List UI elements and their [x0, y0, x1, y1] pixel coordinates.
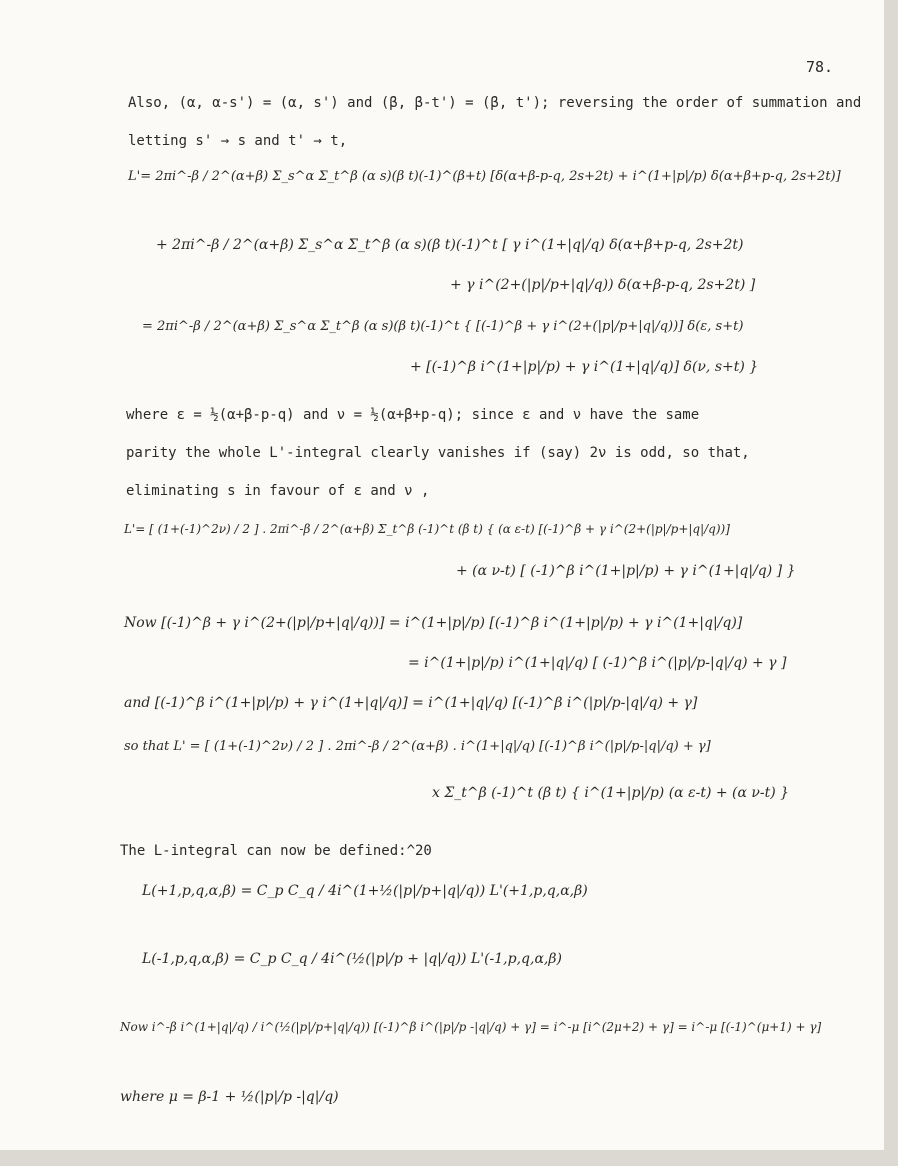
equation-line: Now [(-1)^β + γ i^(2+(|p|/p+|q|/q))] = i^(1+|p|/p) [(-1)^β i^(1+|p|/p) + γ i^(1+|q|/q)]: [124, 615, 743, 631]
equation-line: + γ i^(2+(|p|/p+|q|/q)) δ(α+β-p-q, 2s+2t) ]: [450, 277, 756, 293]
text-line: letting s' → s and t' → t,: [128, 133, 348, 149]
equation-line: + 2πi^-β / 2^(α+β) Σ_s^α Σ_t^β (α s)(β t)(-1)^t [ γ i^(1+|q|/q) δ(α+β+p-q, 2s+2t): [156, 237, 744, 253]
equation-line: + [(-1)^β i^(1+|p|/p) + γ i^(1+|q|/q)] δ(ν, s+t) }: [410, 359, 759, 375]
text-line: Also, (α, α-s') = (α, s') and (β, β-t') = (β, t'); reversing the order of summation and: [128, 95, 862, 111]
equation-line: x Σ_t^β (-1)^t (β t) { i^(1+|p|/p) (α ε-t) + (α ν-t) }: [432, 785, 790, 801]
scan-edge-bottom: [0, 1150, 898, 1166]
equation-line: L'= 2πi^-β / 2^(α+β) Σ_s^α Σ_t^β (α s)(β t)(-1)^(β+t) [δ(α+β-p-q, 2s+2t) + i^(1+|p|/p) δ(α+β+p-q, 2s+2t)]: [128, 169, 841, 184]
page-number: 78.: [806, 58, 834, 76]
text-line: where ε = ½(α+β-p-q) and ν = ½(α+β+p-q); since ε and ν have the same: [126, 407, 700, 423]
text-line: parity the whole L'-integral clearly vanishes if (say) 2ν is odd, so that,: [126, 445, 750, 461]
equation-line: = 2πi^-β / 2^(α+β) Σ_s^α Σ_t^β (α s)(β t)(-1)^t { [(-1)^β + γ i^(2+(|p|/p+|q|/q))] δ(ε, s+t): [142, 319, 744, 334]
equation-line: so that L' = [ (1+(-1)^2ν) / 2 ] . 2πi^-β / 2^(α+β) . i^(1+|q|/q) [(-1)^β i^(|p|/p-|q|/q) + γ]: [124, 739, 711, 754]
equation-line: L(+1,p,q,α,β) = C_p C_q / 4i^(1+½(|p|/p+|q|/q)) L'(+1,p,q,α,β): [142, 883, 588, 899]
equation-line: L(-1,p,q,α,β) = C_p C_q / 4i^(½(|p|/p + |q|/q)) L'(-1,p,q,α,β): [142, 951, 562, 967]
equation-line: L'= [ (1+(-1)^2ν) / 2 ] . 2πi^-β / 2^(α+β) Σ_t^β (-1)^t (β t) { (α ε-t) [(-1)^β + γ i^(2+(|p|/p+|q|/q))]: [124, 522, 730, 536]
text-line: eliminating s in favour of ε and ν ,: [126, 483, 430, 499]
equation-line: + (α ν-t) [ (-1)^β i^(1+|p|/p) + γ i^(1+|q|/q) ] }: [456, 563, 796, 579]
equation-line: and [(-1)^β i^(1+|p|/p) + γ i^(1+|q|/q)] = i^(1+|q|/q) [(-1)^β i^(|p|/p-|q|/q) + γ]: [124, 695, 698, 711]
equation-line: = i^(1+|p|/p) i^(1+|q|/q) [ (-1)^β i^(|p|/p-|q|/q) + γ ]: [408, 655, 787, 671]
equation-line: Now i^-β i^(1+|q|/q) / i^(½(|p|/p+|q|/q)) [(-1)^β i^(|p|/p -|q|/q) + γ] = i^-μ [i^(2μ+2) + γ] = i^-μ [(-1)^(μ+1) + γ]: [120, 1020, 822, 1034]
scan-edge-right: [884, 0, 898, 1166]
equation-line: where μ = β-1 + ½(|p|/p -|q|/q): [120, 1089, 339, 1105]
text-line: The L-integral can now be defined:^20: [120, 843, 432, 859]
